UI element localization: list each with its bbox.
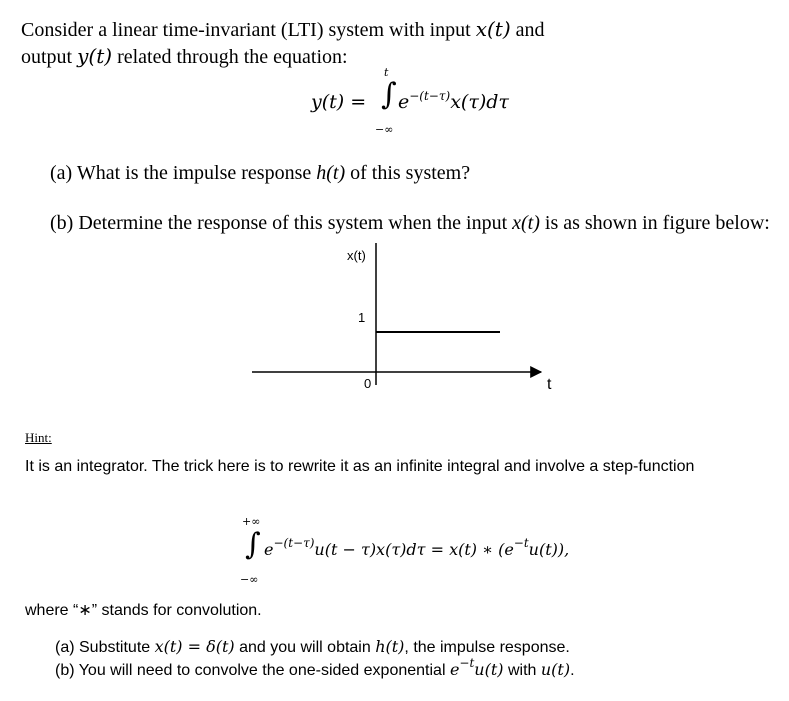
y-axis-label: x(t) xyxy=(347,248,366,263)
question-b: (b) Determine the response of this system when the input x(t) is as shown in figure below: xyxy=(50,212,770,234)
x-axis-label: t xyxy=(547,376,552,393)
question-a: (a) What is the impulse response h(t) of this system? xyxy=(50,162,471,184)
intro-text: related through the equation: xyxy=(112,46,348,68)
hint-sub-a: (a) Substitute x(t) = δ(t) and you will obtain h(t), the impulse response. xyxy=(55,637,570,656)
hint-text: It is an integrator. The trick here is to rewrite it as an infinite integral and involve a step-function xyxy=(25,458,695,475)
equation1-upper-limit: t xyxy=(384,66,389,79)
origin-label: 0 xyxy=(364,376,372,391)
math-h-t: h(t) xyxy=(316,162,346,184)
intro-text: and xyxy=(510,19,545,41)
equation1-lower-limit: −∞ xyxy=(375,123,394,136)
hint-label: Hint: xyxy=(25,430,52,445)
integral-sign: ∫ xyxy=(381,77,397,112)
equation2-lower-limit: −∞ xyxy=(240,573,259,586)
hint-sub-b: (b) You will need to convolve the one-sided exponential $e^{-t}u(t)$ with u(t). xyxy=(55,656,575,679)
math-x-t: x(t) xyxy=(475,17,511,41)
where-line: where “∗” stands for convolution. xyxy=(25,602,262,619)
equation2-body: $e^{-(t-\tau)}u(t - \tau)x(\tau)d\tau = x(t)$ ∗ $(e^{-t}u(t))$, xyxy=(264,536,570,559)
math-y-t: y(t) xyxy=(77,44,113,68)
intro-text: output xyxy=(21,46,78,68)
level-label: 1 xyxy=(358,310,366,325)
intro-text: Consider a linear time-invariant (LTI) system with input xyxy=(21,19,476,41)
integral-sign: ∫ xyxy=(245,527,261,562)
equation1-integrand: $e^{-(t-\tau)}x(\tau)d\tau$ xyxy=(398,89,509,113)
equation2-upper-limit: +∞ xyxy=(242,515,261,528)
equation1-lhs: y(t) = xyxy=(311,91,367,113)
math-x-t: x(t) xyxy=(512,212,540,234)
